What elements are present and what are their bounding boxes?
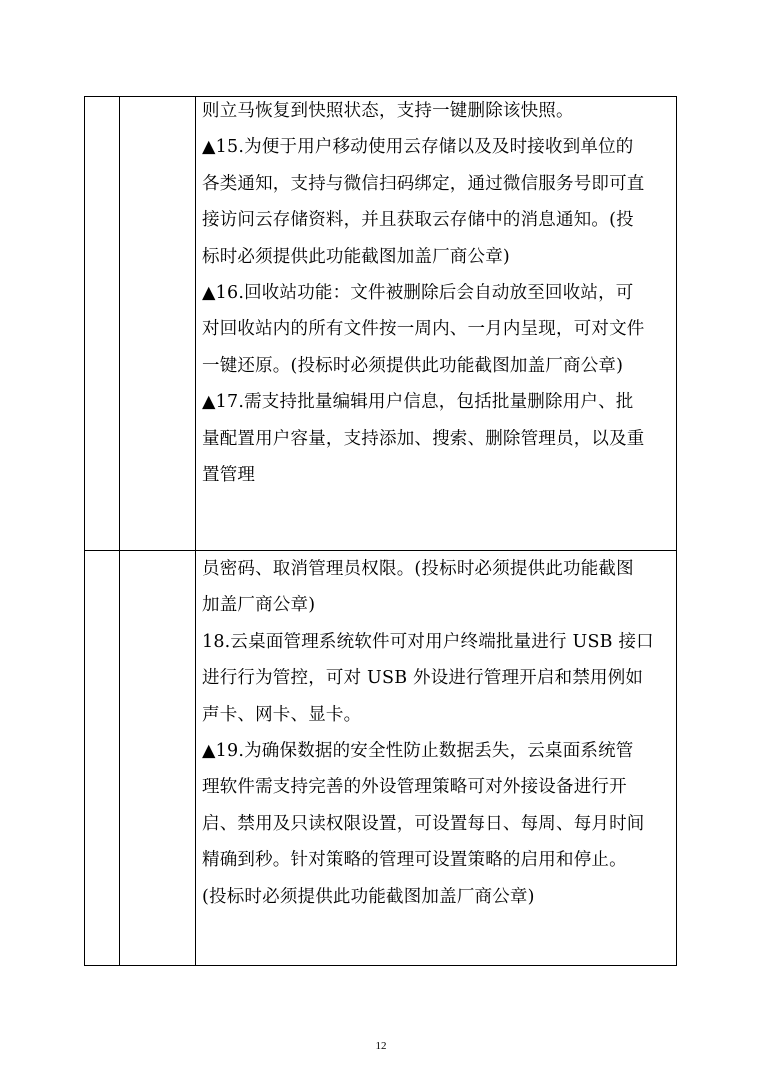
spec-line: 加盖厂商公章) [202,595,316,616]
index-cell [85,97,120,550]
item-cell [119,551,196,965]
spec-line: ▲16.回收站功能：文件被删除后会自动放至回收站，可 [202,282,634,303]
spec-line: 接访问云存储资料，并且获取云存储中的消息通知。(投 [202,210,634,231]
spec-text-cell [202,551,676,915]
spec-line: 声卡、网卡、显卡。 [202,704,362,725]
spec-line: 精确到秒。针对策略的管理可设置策略的启用和停止。 [202,850,627,871]
spec-line: 员密码、取消管理员权限。(投标时必须提供此功能截图 [202,559,634,579]
requirements-table-row-1 [84,96,677,551]
spec-line: 理软件需支持完善的外设管理策略可对外接设备进行开 [202,777,627,798]
index-cell [85,551,120,965]
spec-line: 各类通知，支持与微信扫码绑定，通过微信服务号即可直 [202,173,645,194]
spec-line: 置管理 [202,464,256,485]
spec-line: ▲17.需支持批量编辑用户信息，包括批量删除用户、批 [202,392,634,413]
spec-line: 进行行为管控，可对 USB 外设进行管理开启和禁用例如 [202,668,644,689]
spec-line: 对回收站内的所有文件按一周内、一月内呈现，可对文件 [202,319,645,340]
spec-line: 一键还原。(投标时必须提供此功能截图加盖厂商公章) [202,355,624,376]
spec-text-cell [202,93,676,493]
spec-line: ▲19.为确保数据的安全性防止数据丢失，云桌面系统管 [202,740,634,761]
spec-line: 启、禁用及只读权限设置，可设置每日、每周、每月时间 [202,813,645,834]
spec-line: (投标时必须提供此功能截图加盖厂商公章) [202,886,535,907]
item-cell [119,97,196,550]
page-number: 12 [375,1040,387,1052]
spec-line: 标时必须提供此功能截图加盖厂商公章) [202,246,510,267]
spec-line: 则立马恢复到快照状态，支持一键删除该快照。 [202,101,574,121]
requirements-table-row-2 [84,550,677,966]
spec-line: 18.云桌面管理系统软件可对用户终端批量进行 USB 接口 [202,631,654,652]
spec-line: ▲15.为便于用户移动使用云存储以及及时接收到单位的 [202,137,634,158]
spec-line: 量配置用户容量，支持添加、搜索、删除管理员，以及重 [202,428,645,449]
